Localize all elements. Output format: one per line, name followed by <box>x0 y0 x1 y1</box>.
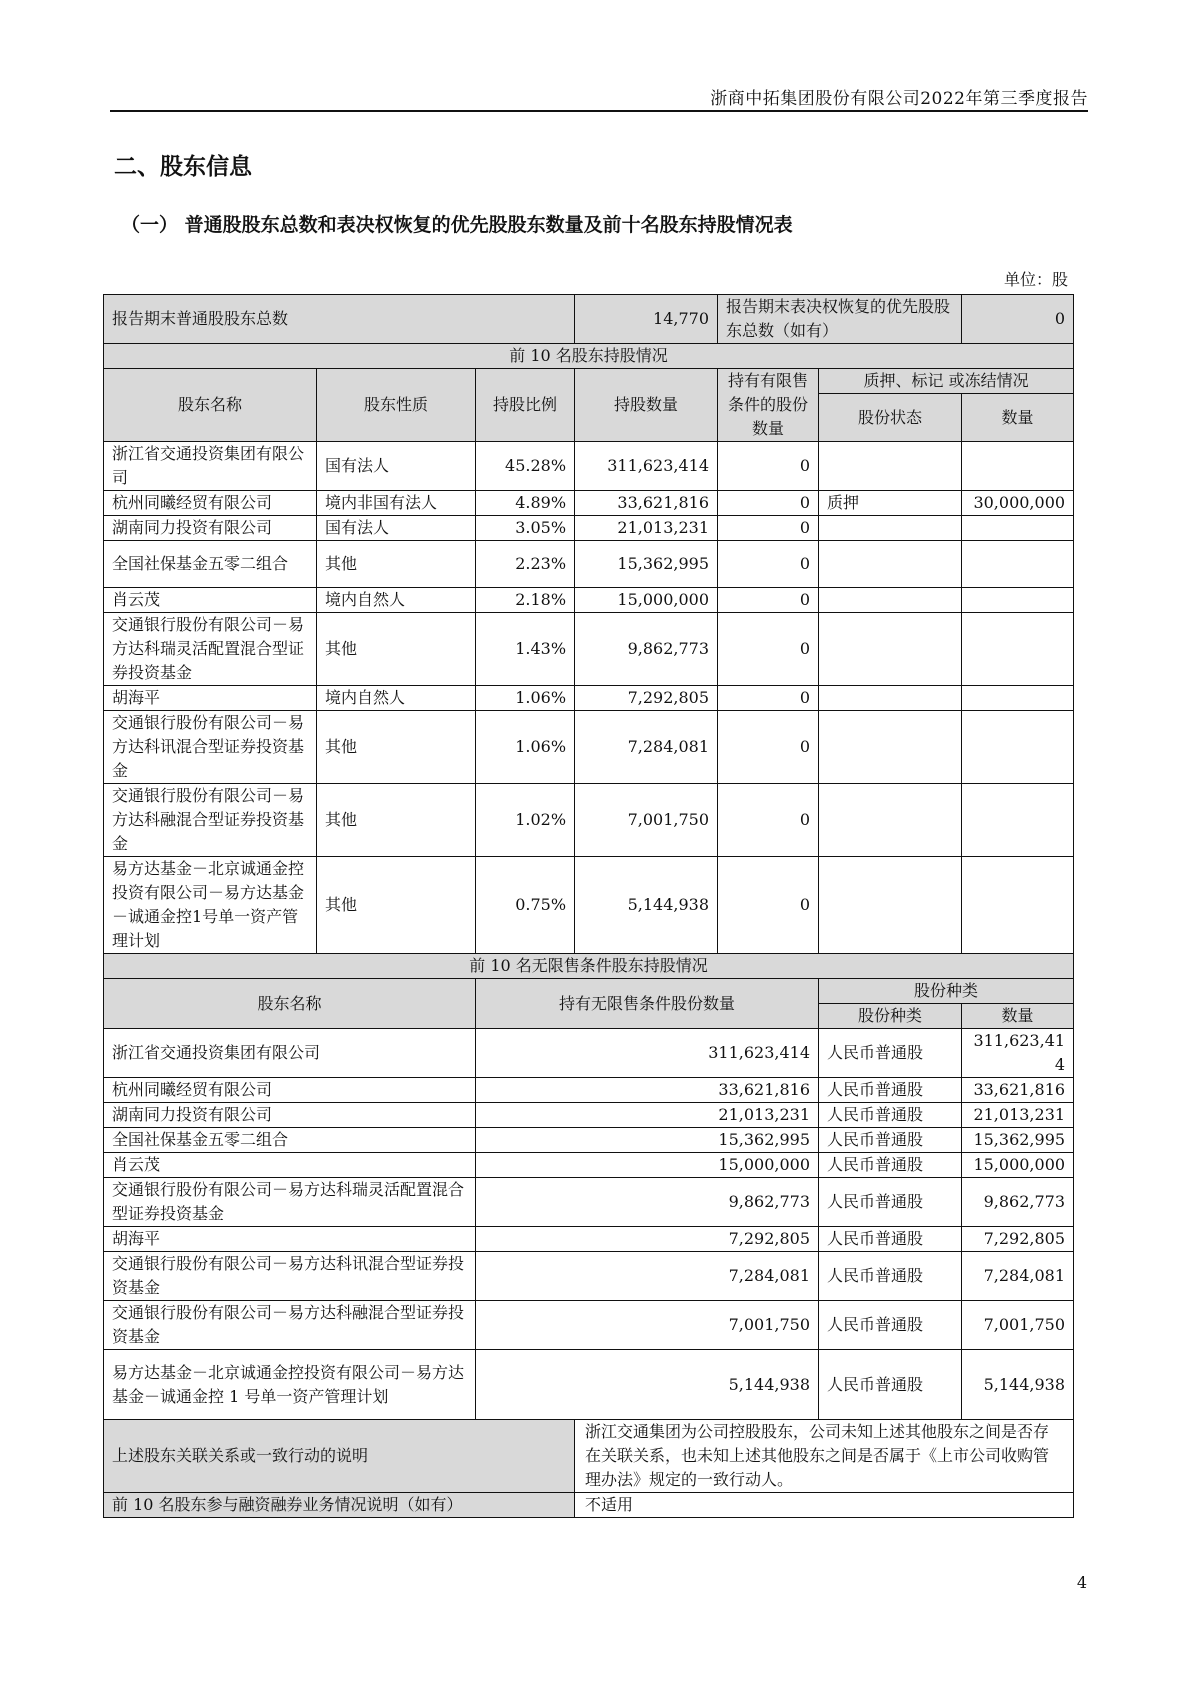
table-row <box>104 686 1074 711</box>
header-pledge-quantity: 数量 <box>962 394 1074 442</box>
pledge-quantity <box>962 613 1074 686</box>
shareholder-nature: 国有法人 <box>317 516 476 541</box>
summary-section <box>104 295 1074 369</box>
table-row <box>104 1103 1074 1128</box>
share-type: 人民币普通股 <box>819 1153 962 1178</box>
shareholder-name: 交通银行股份有限公司－易方达科融混合型证券投资基金 <box>104 784 317 857</box>
shareholder-name: 浙江省交通投资集团有限公司 <box>104 442 317 491</box>
shareholder-name: 交通银行股份有限公司－易方达科讯混合型证券投资基金 <box>104 711 317 784</box>
pledge-quantity <box>962 784 1074 857</box>
margin-trading-label: 前 10 名股东参与融资融券业务情况说明（如有） <box>104 1493 575 1518</box>
shareholder-nature: 国有法人 <box>317 442 476 491</box>
share-amount: 9,862,773 <box>962 1178 1074 1227</box>
pledge-status <box>819 711 962 784</box>
page-number: 4 <box>1076 1573 1087 1592</box>
share-amount: 311,623,414 <box>962 1029 1074 1078</box>
unres-shareholder-name: 全国社保基金五零二组合 <box>104 1128 476 1153</box>
header-quantity: 持股数量 <box>575 369 718 442</box>
holding-ratio: 2.23% <box>476 541 575 588</box>
pledge-quantity: 30,000,000 <box>962 491 1074 516</box>
share-amount: 7,284,081 <box>962 1252 1074 1301</box>
pledge-quantity <box>962 516 1074 541</box>
unres-quantity: 5,144,938 <box>476 1350 819 1420</box>
table-row <box>104 541 1074 588</box>
share-type: 人民币普通股 <box>819 1128 962 1153</box>
restricted-shares: 0 <box>718 588 819 613</box>
preferred-shareholders-value: 0 <box>962 295 1074 344</box>
restricted-shares: 0 <box>718 442 819 491</box>
pledge-quantity <box>962 588 1074 613</box>
pledge-status <box>819 541 962 588</box>
table-row <box>104 1128 1074 1153</box>
table-row <box>104 588 1074 613</box>
shareholder-name: 易方达基金－北京诚通金控投资有限公司－易方达基金－诚通金控1号单一资产管理计划 <box>104 857 317 954</box>
table-row <box>104 1078 1074 1103</box>
share-amount: 5,144,938 <box>962 1350 1074 1420</box>
table-row <box>104 1301 1074 1350</box>
pledge-status <box>819 784 962 857</box>
unres-shareholder-name: 湖南同力投资有限公司 <box>104 1103 476 1128</box>
shareholder-name: 肖云茂 <box>104 588 317 613</box>
table-row <box>104 613 1074 686</box>
shareholder-nature: 境内非国有法人 <box>317 491 476 516</box>
holding-ratio: 1.06% <box>476 686 575 711</box>
share-type: 人民币普通股 <box>819 1029 962 1078</box>
notes-section <box>104 1420 1074 1518</box>
holding-ratio: 0.75% <box>476 857 575 954</box>
restricted-shares: 0 <box>718 516 819 541</box>
table-row <box>104 516 1074 541</box>
table-row <box>104 1350 1074 1420</box>
table-row <box>104 1252 1074 1301</box>
unit-label: 单位：股 <box>1003 270 1068 289</box>
holding-quantity: 5,144,938 <box>575 857 718 954</box>
top10-section-title: 前 10 名股东持股情况 <box>104 344 1074 369</box>
unres-quantity: 311,623,414 <box>476 1029 819 1078</box>
shareholder-nature: 其他 <box>317 541 476 588</box>
pledge-status <box>819 588 962 613</box>
unres-shareholder-name: 胡海平 <box>104 1227 476 1252</box>
shareholder-nature: 境内自然人 <box>317 588 476 613</box>
unrestricted-body <box>104 1029 1074 1420</box>
share-amount: 21,013,231 <box>962 1103 1074 1128</box>
holding-quantity: 7,284,081 <box>575 711 718 784</box>
unrestricted-section-title: 前 10 名无限售条件股东持股情况 <box>104 954 1074 979</box>
subsection-title: （一） 普通股股东总数和表决权恢复的优先股股东数量及前十名股东持股情况表 <box>121 214 793 236</box>
restricted-shares: 0 <box>718 613 819 686</box>
relation-label: 上述股东关联关系或一致行动的说明 <box>104 1420 575 1493</box>
pledge-status <box>819 442 962 491</box>
pledge-quantity <box>962 686 1074 711</box>
unres-header-name: 股东名称 <box>104 979 476 1029</box>
unres-header-type: 股份种类 <box>819 1004 962 1029</box>
unres-quantity: 33,621,816 <box>476 1078 819 1103</box>
header-restricted: 持有有限售条件的股份数量 <box>718 369 819 442</box>
shareholder-nature: 其他 <box>317 613 476 686</box>
unres-quantity: 7,292,805 <box>476 1227 819 1252</box>
table-row <box>104 1153 1074 1178</box>
holding-quantity: 33,621,816 <box>575 491 718 516</box>
shareholder-nature: 其他 <box>317 711 476 784</box>
unres-quantity: 15,362,995 <box>476 1128 819 1153</box>
header-divider <box>110 110 1088 112</box>
shareholder-table <box>103 294 1074 1518</box>
shareholder-nature: 其他 <box>317 857 476 954</box>
share-type: 人民币普通股 <box>819 1301 962 1350</box>
report-header-title: 浙商中拓集团股份有限公司2022年第三季度报告 <box>710 89 1088 109</box>
holding-ratio: 45.28% <box>476 442 575 491</box>
holding-ratio: 1.06% <box>476 711 575 784</box>
table-row <box>104 857 1074 954</box>
shareholder-name: 交通银行股份有限公司－易方达科瑞灵活配置混合型证券投资基金 <box>104 613 317 686</box>
share-type: 人民币普通股 <box>819 1178 962 1227</box>
shareholder-nature: 其他 <box>317 784 476 857</box>
unrestricted-header <box>104 954 1074 1029</box>
restricted-shares: 0 <box>718 686 819 711</box>
share-type: 人民币普通股 <box>819 1252 962 1301</box>
share-type: 人民币普通股 <box>819 1227 962 1252</box>
total-shareholders-value: 14,770 <box>575 295 718 344</box>
holding-quantity: 9,862,773 <box>575 613 718 686</box>
unres-shareholder-name: 交通银行股份有限公司－易方达科融混合型证券投资基金 <box>104 1301 476 1350</box>
unres-shareholder-name: 浙江省交通投资集团有限公司 <box>104 1029 476 1078</box>
header-pledge-status: 股份状态 <box>819 394 962 442</box>
holding-quantity: 15,362,995 <box>575 541 718 588</box>
share-amount: 15,362,995 <box>962 1128 1074 1153</box>
shareholder-name: 胡海平 <box>104 686 317 711</box>
section-title: 二、股东信息 <box>114 154 252 180</box>
share-type: 人民币普通股 <box>819 1350 962 1420</box>
pledge-status <box>819 857 962 954</box>
table-row <box>104 784 1074 857</box>
restricted-shares: 0 <box>718 541 819 588</box>
holding-quantity: 15,000,000 <box>575 588 718 613</box>
header-nature: 股东性质 <box>317 369 476 442</box>
restricted-shares: 0 <box>718 784 819 857</box>
pledge-status <box>819 613 962 686</box>
holding-ratio: 4.89% <box>476 491 575 516</box>
holding-ratio: 2.18% <box>476 588 575 613</box>
unres-quantity: 21,013,231 <box>476 1103 819 1128</box>
pledge-quantity <box>962 442 1074 491</box>
shareholder-nature: 境内自然人 <box>317 686 476 711</box>
header-name: 股东名称 <box>104 369 317 442</box>
unres-shareholder-name: 交通银行股份有限公司－易方达科瑞灵活配置混合型证券投资基金 <box>104 1178 476 1227</box>
shareholder-name: 全国社保基金五零二组合 <box>104 541 317 588</box>
table-row <box>104 491 1074 516</box>
unres-quantity: 9,862,773 <box>476 1178 819 1227</box>
unres-shareholder-name: 交通银行股份有限公司－易方达科讯混合型证券投资基金 <box>104 1252 476 1301</box>
pledge-status <box>819 686 962 711</box>
holding-ratio: 3.05% <box>476 516 575 541</box>
unres-shareholder-name: 易方达基金－北京诚通金控投资有限公司－易方达基金－诚通金控 1 号单一资产管理计划 <box>104 1350 476 1420</box>
holding-ratio: 1.43% <box>476 613 575 686</box>
pledge-status <box>819 516 962 541</box>
pledge-quantity <box>962 857 1074 954</box>
header-ratio: 持股比例 <box>476 369 575 442</box>
total-shareholders-label: 报告期末普通股股东总数 <box>104 295 575 344</box>
table-row <box>104 1227 1074 1252</box>
pledge-quantity <box>962 711 1074 784</box>
holding-quantity: 311,623,414 <box>575 442 718 491</box>
unres-header-amount: 数量 <box>962 1004 1074 1029</box>
pledge-status: 质押 <box>819 491 962 516</box>
unres-quantity: 7,001,750 <box>476 1301 819 1350</box>
unres-quantity: 7,284,081 <box>476 1252 819 1301</box>
share-amount: 7,001,750 <box>962 1301 1074 1350</box>
unres-header-type-group: 股份种类 <box>819 979 1074 1004</box>
share-amount: 7,292,805 <box>962 1227 1074 1252</box>
table-row <box>104 711 1074 784</box>
holding-quantity: 7,001,750 <box>575 784 718 857</box>
table-row <box>104 442 1074 491</box>
table-row <box>104 1029 1074 1078</box>
margin-trading-value: 不适用 <box>575 1493 1074 1518</box>
share-amount: 15,000,000 <box>962 1153 1074 1178</box>
unres-shareholder-name: 杭州同曦经贸有限公司 <box>104 1078 476 1103</box>
top10-body <box>104 442 1074 954</box>
restricted-shares: 0 <box>718 857 819 954</box>
relation-value: 浙江交通集团为公司控股股东，公司未知上述其他股东之间是否存在关联关系，也未知上述其他股东之间是否属于《上市公司收购管理办法》规定的一致行动人。 <box>575 1420 1074 1493</box>
share-type: 人民币普通股 <box>819 1078 962 1103</box>
header-pledge-group: 质押、标记 或冻结情况 <box>819 369 1074 394</box>
holding-quantity: 7,292,805 <box>575 686 718 711</box>
share-amount: 33,621,816 <box>962 1078 1074 1103</box>
shareholder-name: 湖南同力投资有限公司 <box>104 516 317 541</box>
unres-header-quantity: 持有无限售条件股份数量 <box>476 979 819 1029</box>
preferred-shareholders-label: 报告期末表决权恢复的优先股股东总数（如有） <box>718 295 962 344</box>
top10-header <box>104 369 1074 442</box>
holding-ratio: 1.02% <box>476 784 575 857</box>
unres-shareholder-name: 肖云茂 <box>104 1153 476 1178</box>
pledge-quantity <box>962 541 1074 588</box>
table-row <box>104 1178 1074 1227</box>
restricted-shares: 0 <box>718 711 819 784</box>
restricted-shares: 0 <box>718 491 819 516</box>
shareholder-name: 杭州同曦经贸有限公司 <box>104 491 317 516</box>
holding-quantity: 21,013,231 <box>575 516 718 541</box>
unres-quantity: 15,000,000 <box>476 1153 819 1178</box>
share-type: 人民币普通股 <box>819 1103 962 1128</box>
